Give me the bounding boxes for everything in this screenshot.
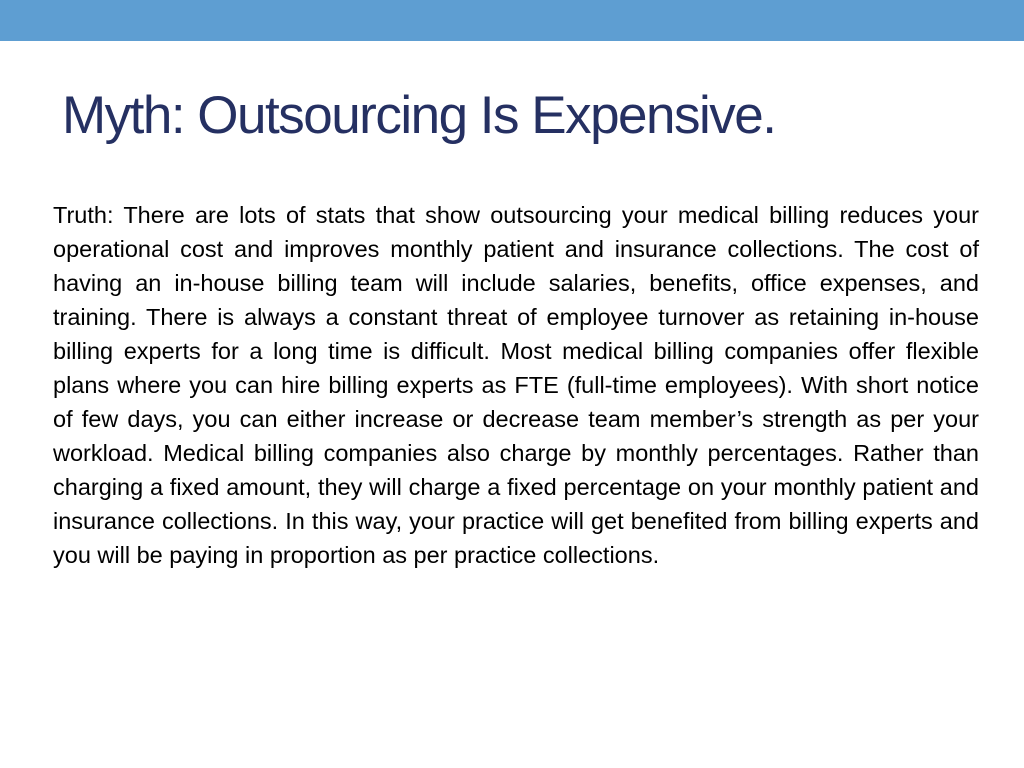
slide-body-text: Truth: There are lots of stats that show outsourcing your medical billing reduces your operational cost and improves monthly patient and insurance collections. The cost of having an in-house billing team will include salaries, benefits, office expenses, and training. There is always a constant threat of employee turnover as retaining in-house billing experts for a long time is difficult. Most medical billing companies offer flexible plans where you can hire billing experts as FTE (full-time employees). With short notice of few days, you can either increase or decrease team member’s strength as per your workload. Medical billing companies also charge by monthly percentages. Rather than charging a fixed amount, they will charge a fixed percentage on your monthly patient and insurance collections. In this way, your practice will get benefited from billing experts and you will be paying in proportion as per practice collections. <box>53 202 979 568</box>
slide-title: Myth: Outsourcing Is Expensive. <box>62 86 776 145</box>
top-accent-bar <box>0 0 1024 41</box>
